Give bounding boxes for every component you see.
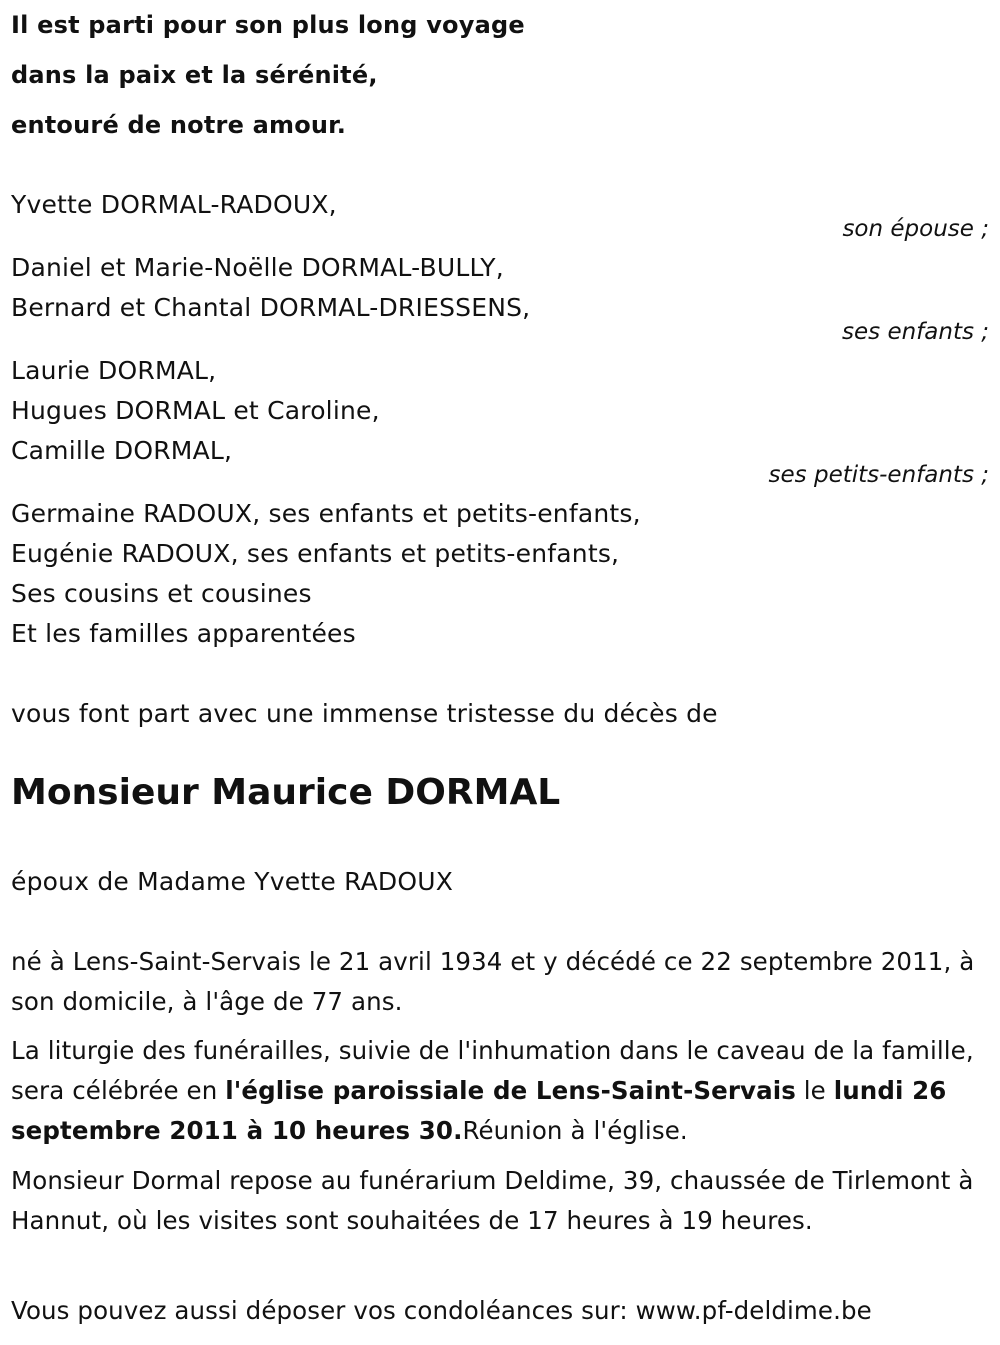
children-role: ses enfants ; [842, 319, 989, 345]
relative-line-4: Et les familles apparentées [11, 619, 356, 648]
funeral-date: lundi 26 septembre 2011 à 10 heures 30. [11, 1076, 947, 1145]
relative-line-2: Eugénie RADOUX, ses enfants et petits-enfants, [11, 539, 620, 568]
child-name-1: Daniel et Marie-Noëlle DORMAL-BULLY, [11, 253, 504, 282]
child-name-2: Bernard et Chantal DORMAL-DRIESSENS, [11, 293, 531, 322]
announcement-text: vous font part avec une immense tristesse du décès de [11, 699, 718, 728]
condolences-paragraph: Vous pouvez aussi déposer vos condoléances sur: www.pf-deldime.be [11, 1296, 872, 1325]
visitation-paragraph: Monsieur Dormal repose au funérarium Deldime, 39, chaussée de Tirlemont à Hannut, où les visites sont souhaitées de 17 heures à 19 heures. [11, 1166, 974, 1235]
spouse-name: Yvette DORMAL-RADOUX, [11, 190, 337, 219]
deceased-name: Monsieur Maurice DORMAL [11, 772, 561, 813]
intro-line-3: entouré de notre amour. [11, 111, 347, 139]
relative-line-1: Germaine RADOUX, ses enfants et petits-enfants, [11, 499, 641, 528]
funeral-text-after: Réunion à l'église. [462, 1116, 688, 1145]
spouse-of-text: époux de Madame Yvette RADOUX [11, 867, 454, 896]
funeral-text-mid: le [795, 1076, 834, 1105]
grandchild-name-3: Camille DORMAL, [11, 436, 233, 465]
funeral-text-before: La liturgie des funérailles, suivie de l'inhumation dans le caveau de la famille, sera célébrée en [11, 1036, 974, 1105]
intro-line-2: dans la paix et la sérénité, [11, 61, 378, 89]
funeral-paragraph [11, 1031, 991, 1151]
grandchild-name-2: Hugues DORMAL et Caroline, [11, 396, 380, 425]
birth-death-paragraph: né à Lens-Saint-Servais le 21 avril 1934 et y décédé ce 22 septembre 2011, à son domicile, à l'âge de 77 ans. [11, 947, 975, 1016]
relative-line-3: Ses cousins et cousines [11, 579, 312, 608]
grandchild-name-1: Laurie DORMAL, [11, 356, 217, 385]
grandchildren-role: ses petits-enfants ; [768, 462, 989, 488]
intro-line-1: Il est parti pour son plus long voyage [11, 11, 525, 39]
spouse-role: son épouse ; [842, 216, 989, 242]
funeral-place: l'église paroissiale de Lens-Saint-Servais [225, 1076, 796, 1105]
